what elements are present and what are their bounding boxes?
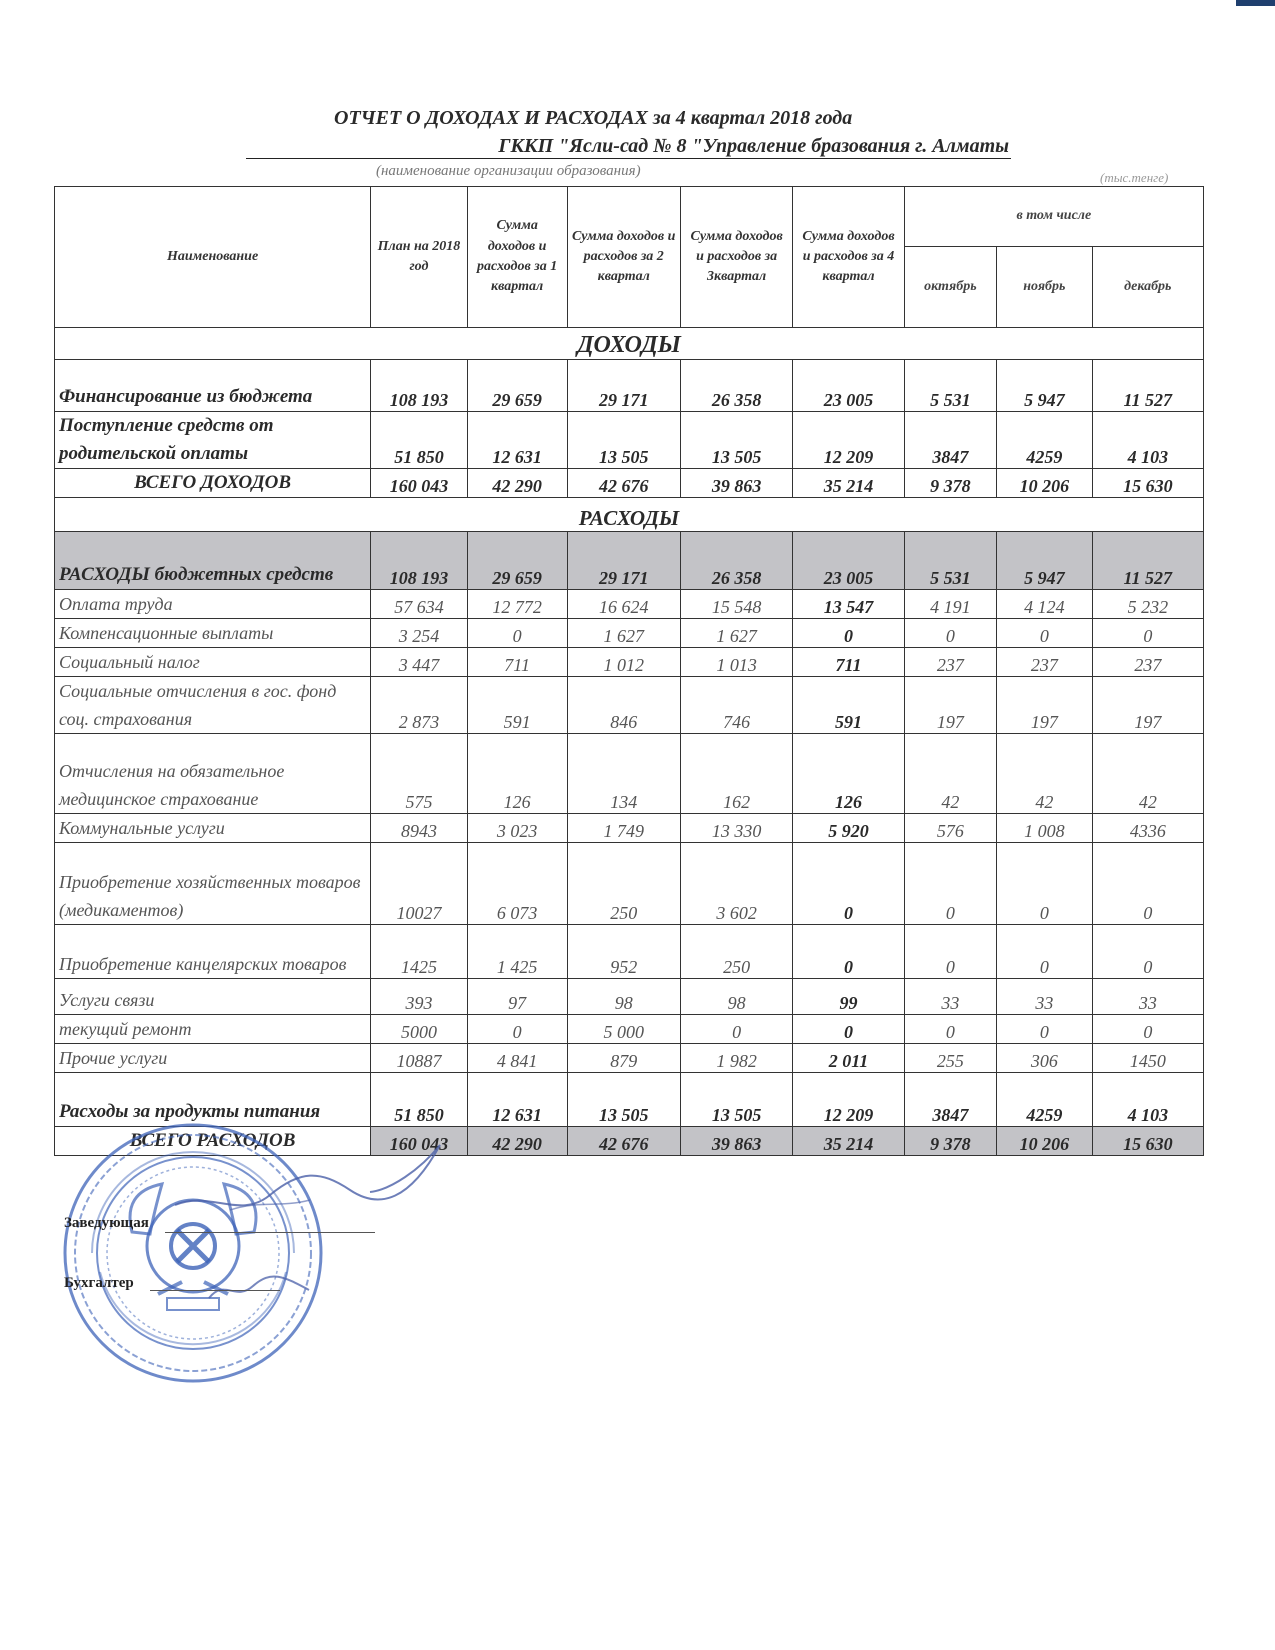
cell-oct: 576 bbox=[904, 814, 996, 843]
cell-nov: 42 bbox=[997, 734, 1093, 814]
cell-dec: 0 bbox=[1092, 1015, 1203, 1044]
cell-q4: 126 bbox=[793, 734, 904, 814]
cell-oct: 33 bbox=[904, 979, 996, 1015]
cell-dec: 4 103 bbox=[1092, 1073, 1203, 1127]
cell-oct: 42 bbox=[904, 734, 996, 814]
row-name: Компенсационные выплаты bbox=[55, 619, 371, 648]
cell-oct: 3847 bbox=[904, 1073, 996, 1127]
cell-q1: 29 659 bbox=[467, 360, 567, 412]
cell-nov: 10 206 bbox=[997, 1127, 1093, 1156]
table-row bbox=[55, 532, 1204, 590]
row-name: Услуги связи bbox=[55, 979, 371, 1015]
head-signature-label: Заведующая bbox=[64, 1215, 149, 1231]
table-row bbox=[55, 1073, 1204, 1127]
table-row bbox=[55, 734, 1204, 814]
cell-oct: 5 531 bbox=[904, 360, 996, 412]
cell-nov: 4259 bbox=[997, 412, 1093, 469]
cell-q1: 42 290 bbox=[467, 469, 567, 498]
cell-q1: 1 425 bbox=[467, 925, 567, 979]
table-row bbox=[55, 590, 1204, 619]
cell-nov: 0 bbox=[997, 925, 1093, 979]
cell-q4: 0 bbox=[793, 619, 904, 648]
table-row bbox=[55, 814, 1204, 843]
cell-q2: 13 505 bbox=[567, 412, 680, 469]
table-row bbox=[55, 1015, 1204, 1044]
cell-q1: 126 bbox=[467, 734, 567, 814]
table-row bbox=[55, 979, 1204, 1015]
cell-q2: 952 bbox=[567, 925, 680, 979]
cell-oct: 5 531 bbox=[904, 532, 996, 590]
section-expenses-label: РАСХОДЫ bbox=[55, 498, 1204, 532]
cell-nov: 1 008 bbox=[997, 814, 1093, 843]
income-total-row bbox=[55, 469, 1204, 498]
cell-q3: 26 358 bbox=[680, 532, 792, 590]
cell-oct: 0 bbox=[904, 1015, 996, 1044]
report-table bbox=[54, 186, 1204, 1156]
row-name: Приобретение канцелярских товаров bbox=[55, 925, 371, 979]
head-signature-icon bbox=[170, 1130, 450, 1230]
cell-oct: 9 378 bbox=[904, 1127, 996, 1156]
cell-plan: 51 850 bbox=[371, 412, 468, 469]
table-row bbox=[55, 360, 1204, 412]
organization-caption: (наименование организации образования) bbox=[376, 163, 641, 179]
cell-dec: 4 103 bbox=[1092, 412, 1203, 469]
section-income-label: ДОХОДЫ bbox=[55, 328, 1204, 360]
col-header-including: в том числе bbox=[904, 187, 1203, 247]
col-header-q2: Сумма доходов и расходов за 2 квартал bbox=[567, 187, 680, 328]
cell-dec: 15 630 bbox=[1092, 469, 1203, 498]
row-name: Отчисления на обязательное медицинское страхование bbox=[55, 734, 371, 814]
cell-q4: 23 005 bbox=[793, 532, 904, 590]
cell-dec: 1450 bbox=[1092, 1044, 1203, 1073]
section-row-expenses bbox=[55, 498, 1204, 532]
cell-plan: 3 254 bbox=[371, 619, 468, 648]
cell-q2: 1 627 bbox=[567, 619, 680, 648]
row-name: Поступление средств от родительской оплаты bbox=[55, 412, 371, 469]
table-row bbox=[55, 619, 1204, 648]
table-row bbox=[55, 925, 1204, 979]
cell-oct: 0 bbox=[904, 619, 996, 648]
cell-plan: 160 043 bbox=[371, 469, 468, 498]
cell-q3: 39 863 bbox=[680, 1127, 792, 1156]
cell-q4: 711 bbox=[793, 648, 904, 677]
cell-nov: 4259 bbox=[997, 1073, 1093, 1127]
row-name: Социальные отчисления в гос. фонд соц. страхования bbox=[55, 677, 371, 734]
cell-oct: 4 191 bbox=[904, 590, 996, 619]
cell-q1: 42 290 bbox=[467, 1127, 567, 1156]
section-row-income bbox=[55, 328, 1204, 360]
cell-plan: 8943 bbox=[371, 814, 468, 843]
cell-plan: 108 193 bbox=[371, 360, 468, 412]
cell-q3: 1 982 bbox=[680, 1044, 792, 1073]
corner-mark bbox=[1236, 0, 1275, 6]
cell-dec: 0 bbox=[1092, 619, 1203, 648]
table-row bbox=[55, 412, 1204, 469]
cell-q1: 711 bbox=[467, 648, 567, 677]
cell-q3: 0 bbox=[680, 1015, 792, 1044]
cell-q4: 13 547 bbox=[793, 590, 904, 619]
report-title: ОТЧЕТ О ДОХОДАХ И РАСХОДАХ за 4 квартал 2018 года bbox=[334, 107, 853, 129]
cell-q2: 29 171 bbox=[567, 360, 680, 412]
cell-nov: 306 bbox=[997, 1044, 1093, 1073]
col-header-november: ноябрь bbox=[997, 247, 1093, 328]
cell-q3: 13 330 bbox=[680, 814, 792, 843]
cell-q2: 16 624 bbox=[567, 590, 680, 619]
cell-dec: 42 bbox=[1092, 734, 1203, 814]
cell-q1: 12 772 bbox=[467, 590, 567, 619]
cell-dec: 33 bbox=[1092, 979, 1203, 1015]
col-header-name: Наименование bbox=[55, 187, 371, 328]
cell-nov: 5 947 bbox=[997, 360, 1093, 412]
cell-q2: 13 505 bbox=[567, 1073, 680, 1127]
cell-oct: 0 bbox=[904, 925, 996, 979]
row-name: Расходы за продукты питания bbox=[55, 1073, 371, 1127]
cell-nov: 197 bbox=[997, 677, 1093, 734]
cell-q3: 98 bbox=[680, 979, 792, 1015]
cell-q4: 99 bbox=[793, 979, 904, 1015]
cell-plan: 57 634 bbox=[371, 590, 468, 619]
cell-q4: 5 920 bbox=[793, 814, 904, 843]
cell-q2: 846 bbox=[567, 677, 680, 734]
cell-oct: 0 bbox=[904, 843, 996, 925]
cell-q2: 250 bbox=[567, 843, 680, 925]
cell-nov: 10 206 bbox=[997, 469, 1093, 498]
units-label: (тыс.тенге) bbox=[1100, 170, 1169, 185]
cell-q3: 13 505 bbox=[680, 1073, 792, 1127]
cell-q4: 35 214 bbox=[793, 469, 904, 498]
cell-q3: 39 863 bbox=[680, 469, 792, 498]
cell-q4: 12 209 bbox=[793, 1073, 904, 1127]
col-header-plan: План на 2018 год bbox=[371, 187, 468, 328]
cell-oct: 9 378 bbox=[904, 469, 996, 498]
col-header-october: октябрь bbox=[904, 247, 996, 328]
row-name: ВСЕГО ДОХОДОВ bbox=[55, 469, 371, 498]
cell-plan: 1425 bbox=[371, 925, 468, 979]
cell-q2: 98 bbox=[567, 979, 680, 1015]
cell-q4: 0 bbox=[793, 925, 904, 979]
cell-q1: 591 bbox=[467, 677, 567, 734]
cell-q3: 746 bbox=[680, 677, 792, 734]
accountant-signature-icon bbox=[205, 1268, 315, 1308]
cell-plan: 5000 bbox=[371, 1015, 468, 1044]
cell-q1: 3 023 bbox=[467, 814, 567, 843]
cell-q3: 26 358 bbox=[680, 360, 792, 412]
cell-plan: 393 bbox=[371, 979, 468, 1015]
cell-q2: 879 bbox=[567, 1044, 680, 1073]
cell-nov: 33 bbox=[997, 979, 1093, 1015]
row-name: Коммунальные услуги bbox=[55, 814, 371, 843]
cell-plan: 10887 bbox=[371, 1044, 468, 1073]
row-name: ВСЕГО РАСХОДОВ bbox=[55, 1127, 371, 1156]
cell-oct: 197 bbox=[904, 677, 996, 734]
cell-q3: 3 602 bbox=[680, 843, 792, 925]
cell-q1: 12 631 bbox=[467, 1073, 567, 1127]
cell-dec: 11 527 bbox=[1092, 532, 1203, 590]
cell-q1: 97 bbox=[467, 979, 567, 1015]
cell-q2: 42 676 bbox=[567, 469, 680, 498]
cell-nov: 0 bbox=[997, 843, 1093, 925]
organization-name: ГККП "Ясли-сад № 8 "Управление бразования г. Алматы bbox=[246, 135, 1011, 159]
cell-q2: 1 012 bbox=[567, 648, 680, 677]
row-name: Оплата труда bbox=[55, 590, 371, 619]
row-name: Финансирование из бюджета bbox=[55, 360, 371, 412]
cell-q4: 0 bbox=[793, 843, 904, 925]
row-name: Прочие услуги bbox=[55, 1044, 371, 1073]
cell-q1: 0 bbox=[467, 619, 567, 648]
cell-plan: 51 850 bbox=[371, 1073, 468, 1127]
cell-q4: 591 bbox=[793, 677, 904, 734]
cell-dec: 11 527 bbox=[1092, 360, 1203, 412]
table-row bbox=[55, 843, 1204, 925]
cell-q2: 1 749 bbox=[567, 814, 680, 843]
col-header-december: декабрь bbox=[1092, 247, 1203, 328]
cell-q4: 12 209 bbox=[793, 412, 904, 469]
cell-q3: 1 627 bbox=[680, 619, 792, 648]
col-header-q1: Сумма доходов и расходов за 1 квартал bbox=[467, 187, 567, 328]
cell-q3: 13 505 bbox=[680, 412, 792, 469]
row-name: Приобретение хозяйственных товаров (медикаментов) bbox=[55, 843, 371, 925]
cell-q2: 42 676 bbox=[567, 1127, 680, 1156]
cell-nov: 0 bbox=[997, 1015, 1093, 1044]
cell-nov: 4 124 bbox=[997, 590, 1093, 619]
cell-oct: 255 bbox=[904, 1044, 996, 1073]
cell-q3: 162 bbox=[680, 734, 792, 814]
cell-oct: 3847 bbox=[904, 412, 996, 469]
cell-plan: 2 873 bbox=[371, 677, 468, 734]
cell-q1: 29 659 bbox=[467, 532, 567, 590]
cell-dec: 237 bbox=[1092, 648, 1203, 677]
cell-q3: 250 bbox=[680, 925, 792, 979]
row-name: Социальный налог bbox=[55, 648, 371, 677]
cell-q1: 4 841 bbox=[467, 1044, 567, 1073]
cell-nov: 237 bbox=[997, 648, 1093, 677]
cell-dec: 0 bbox=[1092, 925, 1203, 979]
cell-q1: 6 073 bbox=[467, 843, 567, 925]
table-row bbox=[55, 648, 1204, 677]
accountant-signature-line bbox=[150, 1290, 280, 1291]
cell-q3: 1 013 bbox=[680, 648, 792, 677]
cell-nov: 0 bbox=[997, 619, 1093, 648]
col-header-q4: Сумма доходов и расходов за 4 квартал bbox=[793, 187, 904, 328]
cell-q1: 12 631 bbox=[467, 412, 567, 469]
cell-q2: 134 bbox=[567, 734, 680, 814]
accountant-signature-label: Бухгалтер bbox=[64, 1275, 134, 1291]
cell-q4: 23 005 bbox=[793, 360, 904, 412]
cell-dec: 197 bbox=[1092, 677, 1203, 734]
cell-q3: 15 548 bbox=[680, 590, 792, 619]
cell-q2: 5 000 bbox=[567, 1015, 680, 1044]
cell-plan: 160 043 bbox=[371, 1127, 468, 1156]
table-row bbox=[55, 1044, 1204, 1073]
cell-q4: 35 214 bbox=[793, 1127, 904, 1156]
cell-dec: 4336 bbox=[1092, 814, 1203, 843]
cell-q4: 2 011 bbox=[793, 1044, 904, 1073]
row-name: РАСХОДЫ бюджетных средств bbox=[55, 532, 371, 590]
table-row bbox=[55, 677, 1204, 734]
cell-q4: 0 bbox=[793, 1015, 904, 1044]
row-name: текущий ремонт bbox=[55, 1015, 371, 1044]
col-header-q3: Сумма доходов и расходов за 3квартал bbox=[680, 187, 792, 328]
cell-plan: 108 193 bbox=[371, 532, 468, 590]
cell-dec: 5 232 bbox=[1092, 590, 1203, 619]
head-signature-line bbox=[165, 1232, 375, 1233]
cell-q1: 0 bbox=[467, 1015, 567, 1044]
cell-q2: 29 171 bbox=[567, 532, 680, 590]
cell-plan: 575 bbox=[371, 734, 468, 814]
cell-nov: 5 947 bbox=[997, 532, 1093, 590]
cell-dec: 0 bbox=[1092, 843, 1203, 925]
cell-dec: 15 630 bbox=[1092, 1127, 1203, 1156]
cell-oct: 237 bbox=[904, 648, 996, 677]
cell-plan: 10027 bbox=[371, 843, 468, 925]
cell-plan: 3 447 bbox=[371, 648, 468, 677]
